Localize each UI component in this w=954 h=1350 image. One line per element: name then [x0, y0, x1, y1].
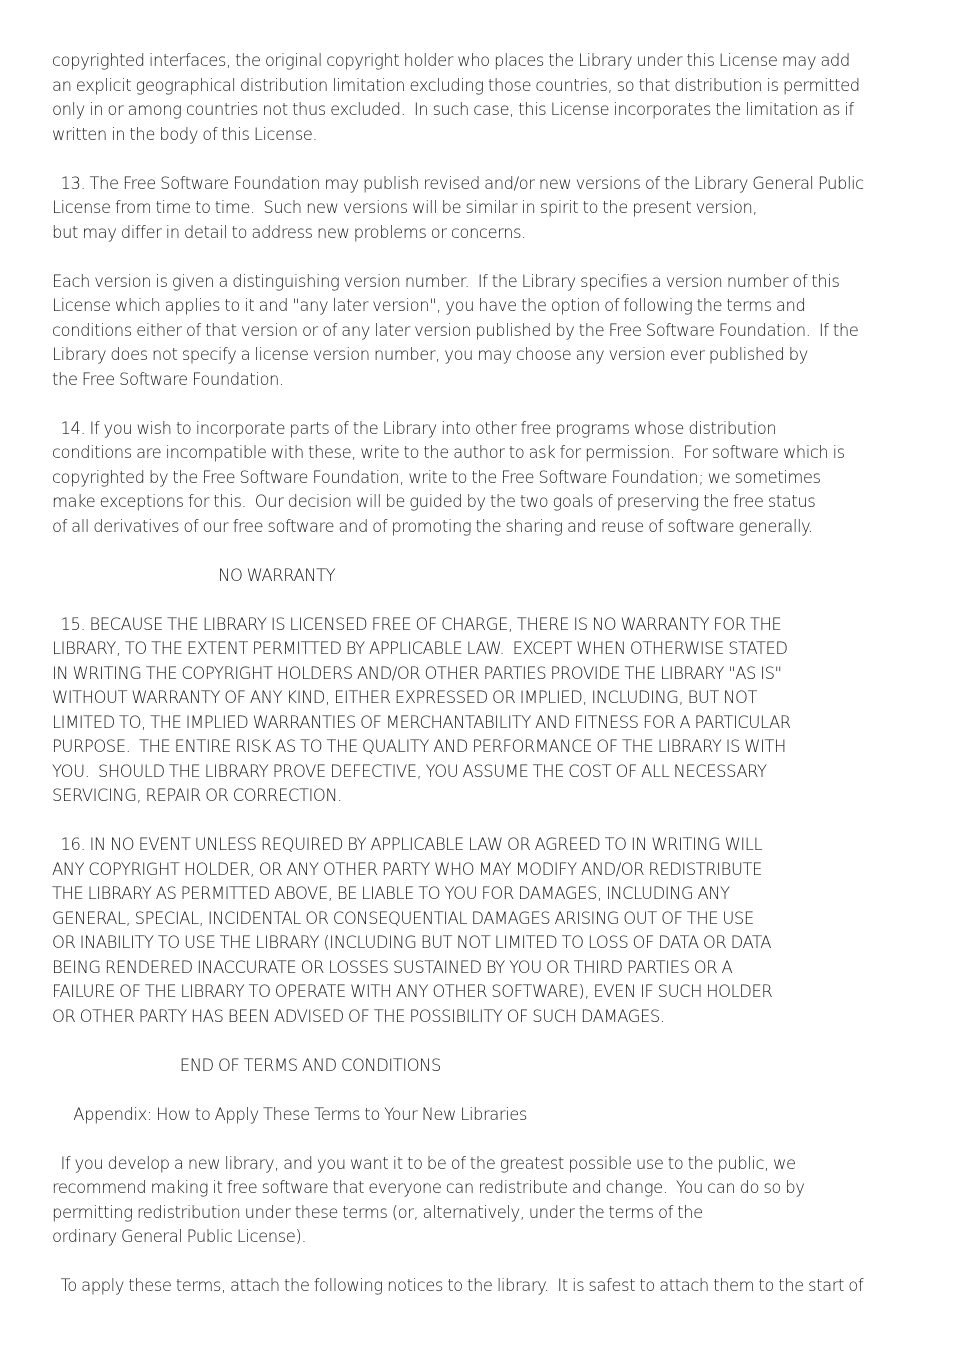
text-line: OR INABILITY TO USE THE LIBRARY (INCLUDING BUT NOT LIMITED TO LOSS OF DATA OR DATA: [52, 933, 772, 952]
text-line: 16. IN NO EVENT UNLESS REQUIRED BY APPLICABLE LAW OR AGREED TO IN WRITING WILL: [52, 835, 763, 854]
text-line: conditions are incompatible with these, write to the author to ask for permission. For software which is: [52, 443, 845, 462]
blank-line: [52, 539, 922, 564]
text-line: written in the body of this License.: [52, 124, 318, 144]
text-line: License from time to time. Such new versions will be similar in spirit to the present version,: [52, 198, 758, 217]
text-line: 15. BECAUSE THE LIBRARY IS LICENSED FREE OF CHARGE, THERE IS NO WARRANTY FOR THE: [52, 614, 782, 634]
text-line: an explicit geographical distribution limitation excluding those countries, so that distribution is permitted: [52, 75, 860, 95]
text-line: LIMITED TO, THE IMPLIED WARRANTIES OF MERCHANTABILITY AND FITNESS FOR A PARTICULAR: [52, 712, 791, 732]
text-line: BEING RENDERED INACCURATE OR LOSSES SUSTAINED BY YOU OR THIRD PARTIES OR A: [52, 957, 733, 977]
text-line: WITHOUT WARRANTY OF ANY KIND, EITHER EXPRESSED OR IMPLIED, INCLUDING, BUT NOT: [52, 688, 758, 707]
text-line: LIBRARY, TO THE EXTENT PERMITTED BY APPLICABLE LAW. EXCEPT WHEN OTHERWISE STATED: [52, 639, 788, 658]
text-line: copyrighted interfaces, the original copyright holder who places the Library under this License may add: [52, 51, 850, 70]
text-line: If you develop a new library, and you want it to be of the greatest possible use to the public, we: [52, 1153, 796, 1173]
blank-line: [52, 1127, 922, 1152]
blank-line: [52, 245, 922, 270]
text-line: Library does not specify a license version number, you may choose any version ever published by: [52, 345, 808, 364]
text-line: of all derivatives of our free software and of promoting the sharing and reuse of software generally.: [52, 516, 813, 536]
blank-line: [52, 809, 922, 834]
text-line: THE LIBRARY AS PERMITTED ABOVE, BE LIABLE TO YOU FOR DAMAGES, INCLUDING ANY: [52, 884, 730, 903]
text-line: only in or among countries not thus excluded. In such case, this License incorporates the limitation as if: [52, 100, 854, 119]
text-line: recommend making it free software that everyone can redistribute and change. You can do so by: [52, 1178, 805, 1197]
text-line: Appendix: How to Apply These Terms to Your New Libraries: [52, 1104, 528, 1124]
text-line: conditions either of that version or of any later version published by the Free Software Foundation. If the: [52, 320, 859, 340]
blank-line: [52, 147, 922, 172]
text-line: 13. The Free Software Foundation may publish revised and/or new versions of the Library General Public: [52, 173, 864, 193]
text-line: IN WRITING THE COPYRIGHT HOLDERS AND/OR OTHER PARTIES PROVIDE THE LIBRARY "AS IS": [52, 663, 782, 683]
text-line: the Free Software Foundation.: [52, 369, 284, 389]
text-line: NO WARRANTY: [52, 565, 336, 585]
text-line: ordinary General Public License).: [52, 1227, 307, 1246]
text-line: make exceptions for this. Our decision will be guided by the two goals of preserving the free status: [52, 492, 816, 511]
text-line: END OF TERMS AND CONDITIONS: [52, 1055, 441, 1075]
text-line: YOU. SHOULD THE LIBRARY PROVE DEFECTIVE, YOU ASSUME THE COST OF ALL NECESSARY: [52, 761, 767, 781]
text-line: PURPOSE. THE ENTIRE RISK AS TO THE QUALITY AND PERFORMANCE OF THE LIBRARY IS WITH: [52, 737, 786, 756]
blank-line: [52, 392, 922, 417]
text-line: copyrighted by the Free Software Foundation, write to the Free Software Foundation; we sometimes: [52, 467, 821, 487]
text-line: SERVICING, REPAIR OR CORRECTION.: [52, 786, 342, 805]
blank-line: [52, 1029, 922, 1054]
document-page: [52, 49, 922, 1299]
text-line: ANY COPYRIGHT HOLDER, OR ANY OTHER PARTY WHO MAY MODIFY AND/OR REDISTRIBUTE: [52, 859, 762, 879]
text-line: To apply these terms, attach the following notices to the library. It is safest to attach them to the start of: [52, 1276, 864, 1295]
blank-line: [52, 588, 922, 613]
text-line: FAILURE OF THE LIBRARY TO OPERATE WITH ANY OTHER SOFTWARE), EVEN IF SUCH HOLDER: [52, 982, 773, 1001]
text-line: but may differ in detail to address new problems or concerns.: [52, 222, 526, 242]
text-line: permitting redistribution under these terms (or, alternatively, under the terms of the: [52, 1202, 703, 1222]
blank-line: [52, 1078, 922, 1103]
text-line: GENERAL, SPECIAL, INCIDENTAL OR CONSEQUENTIAL DAMAGES ARISING OUT OF THE USE: [52, 908, 754, 928]
text-line: OR OTHER PARTY HAS BEEN ADVISED OF THE POSSIBILITY OF SUCH DAMAGES.: [52, 1006, 665, 1026]
text-line: License which applies to it and "any later version", you have the option of following the terms and: [52, 296, 806, 315]
text-line: Each version is given a distinguishing version number. If the Library specifies a version number of this: [52, 271, 840, 291]
blank-line: [52, 1250, 922, 1275]
text-line: 14. If you wish to incorporate parts of the Library into other free programs whose distribution: [52, 418, 777, 438]
